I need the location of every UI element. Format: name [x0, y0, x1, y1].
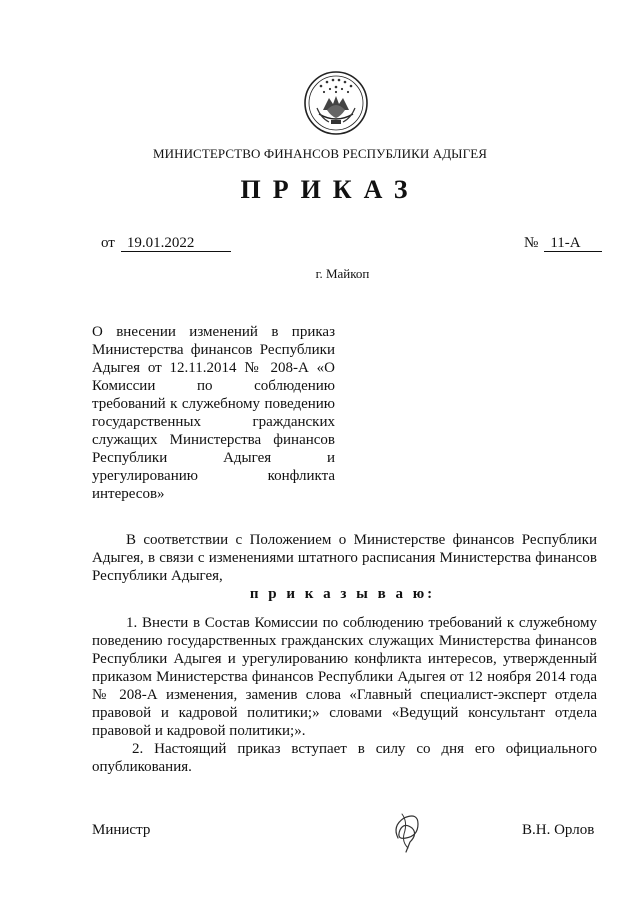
- ministry-name: МИНИСТЕРСТВО ФИНАНСОВ РЕСПУБЛИКИ АДЫГЕЯ: [152, 146, 488, 161]
- date-value: 19.01.2022: [121, 236, 231, 252]
- republic-of-adygea-emblem-icon: [303, 70, 369, 136]
- order-subject: О внесении изменений в приказ Министерства финансов Республики Адыгея от 12.11.2014 № 208-А «О Комиссии по соблюдению требований к служебному поведению государственных гражданских служащих Министерства финансов Республики Адыгея и урегулированию конфликта интересов»: [92, 324, 335, 502]
- preamble-paragraph: В соответствии с Положением о Министерстве финансов Республики Адыгея, в связи с изменениями штатного расписания Министерства финансов Республики Адыгея,: [92, 532, 597, 584]
- city: г. Майкоп: [315, 266, 370, 281]
- decree-word: п р и к а з ы в а ю:: [249, 586, 436, 602]
- number-prefix: №: [524, 235, 539, 251]
- number-value: 11-А: [544, 236, 602, 252]
- signatory-name: В.Н. Орлов: [522, 822, 595, 838]
- order-number: [524, 235, 602, 252]
- order-item-2: 2. Настоящий приказ вступает в силу со дня его официального опубликования.: [92, 741, 597, 775]
- signatory-position: Министр: [92, 822, 151, 838]
- document-type-title: ПРИКАЗ: [240, 175, 420, 204]
- order-date: [101, 235, 231, 252]
- date-prefix: от: [101, 235, 115, 251]
- order-item-1: 1. Внести в Состав Комиссии по соблюдению требований к служебному поведению государственных гражданских служащих Министерства финансов Республики Адыгея и урегулированию конфликта интересов, утвержденный приказом Министерства финансов Республики Адыгея от 12 ноября 2014 года № 208-А изменения, заменив слова «Главный специалист-эксперт отдела правовой и кадровой политики;» словами «Ведущий консультант отдела правовой и кадровой политики;».: [92, 615, 597, 739]
- handwritten-signature-icon: [388, 808, 428, 854]
